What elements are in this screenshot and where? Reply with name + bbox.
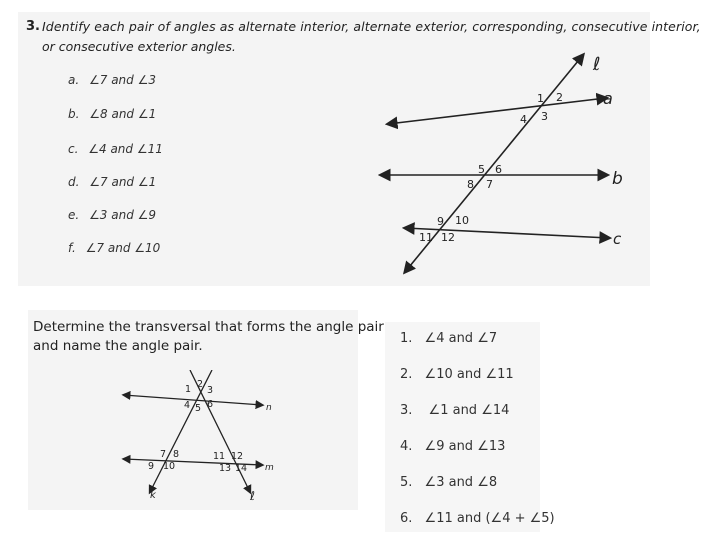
angle-number-labels-2	[148, 379, 247, 474]
line-c	[405, 228, 609, 238]
angle-label: 2	[197, 379, 204, 390]
angle-pair-2	[400, 367, 514, 382]
pair-text: ∠11 and (∠4 + ∠5)	[424, 511, 555, 526]
transversal-label: ℓ	[593, 54, 601, 75]
item-text: ∠3 and ∠9	[89, 208, 157, 222]
angle-label: 13	[219, 463, 232, 474]
line-l-label: ℓ	[250, 489, 255, 503]
pair-text: ∠10 and ∠11	[424, 367, 514, 382]
angle-label: 10	[455, 214, 469, 227]
item-letter: c.	[68, 142, 79, 156]
transversal-question-line-2: and name the angle pair.	[33, 338, 203, 354]
angle-label: 4	[520, 113, 527, 126]
pair-number: 3.	[400, 403, 413, 418]
angle-label: 2	[556, 91, 563, 104]
item-text: ∠7 and ∠1	[89, 175, 157, 189]
angle-label: 4	[184, 400, 191, 411]
angle-pair-3	[400, 403, 509, 418]
pair-text: ∠4 and ∠7	[424, 331, 498, 346]
pair-number: 2.	[400, 367, 413, 382]
angle-label: 8	[173, 449, 180, 460]
angle-label: 5	[195, 403, 202, 414]
line-n	[124, 395, 262, 405]
line-n-label: n	[266, 403, 272, 413]
pair-text: ∠1 and ∠14	[428, 403, 510, 418]
angle-label: 3	[207, 385, 214, 396]
line-a-label: a	[603, 89, 613, 108]
angle-label: 6	[207, 399, 214, 410]
angle-label: 5	[478, 163, 485, 176]
angle-label: 9	[148, 461, 155, 472]
line-m-label: m	[265, 463, 274, 473]
line-b-label: b	[612, 169, 623, 189]
pair-text: ∠3 and ∠8	[424, 475, 498, 490]
item-letter: a.	[68, 73, 80, 87]
angle-label: 11	[213, 451, 226, 462]
angle-label: 12	[441, 231, 455, 244]
item-text: ∠7 and ∠10	[85, 241, 161, 255]
angle-label: 3	[541, 110, 548, 123]
line-a	[388, 98, 606, 124]
worksheet-scan-right	[385, 322, 540, 532]
line-k-label: k	[150, 490, 156, 501]
problem-3-prompt-line-1: Identify each pair of angles as alternate interior, alternate exterior, corresponding, consecutive interior,	[42, 19, 701, 34]
angle-pair-4	[400, 439, 505, 454]
pair-text: ∠9 and ∠13	[424, 439, 506, 454]
angle-label: 11	[419, 231, 433, 244]
problem-3-prompt-line-2: or consecutive exterior angles.	[42, 39, 236, 54]
pair-number: 6.	[400, 511, 413, 526]
angle-label: 12	[231, 451, 244, 462]
angle-label: 14	[235, 463, 248, 474]
pair-number: 4.	[400, 439, 413, 454]
item-letter: e.	[68, 208, 80, 222]
item-text: ∠7 and ∠3	[89, 73, 156, 87]
problem-3-number: 3.	[26, 19, 40, 34]
triangle-transversals-diagram	[110, 370, 280, 505]
angle-label: 10	[163, 461, 176, 472]
angle-pair-1	[400, 331, 497, 346]
angle-pair-5	[400, 475, 497, 490]
item-text: ∠4 and ∠11	[88, 142, 163, 156]
angle-label: 6	[495, 163, 502, 176]
angle-label: 9	[437, 215, 444, 228]
angle-pair-6	[400, 511, 555, 526]
item-letter: b.	[68, 107, 80, 121]
pair-number: 1.	[400, 331, 413, 346]
transversal-question-line-1: Determine the transversal that forms the angle pair	[33, 319, 384, 335]
item-text: ∠8 and ∠1	[89, 107, 157, 121]
angle-label: 8	[467, 178, 474, 191]
angle-label: 7	[486, 178, 493, 191]
angle-label: 1	[185, 384, 192, 395]
item-letter: f.	[68, 241, 76, 255]
line-c-label: c	[613, 230, 622, 248]
pair-number: 5.	[400, 475, 413, 490]
angle-label: 7	[160, 449, 167, 460]
angle-label: 1	[537, 92, 544, 105]
item-letter: d.	[68, 175, 80, 189]
